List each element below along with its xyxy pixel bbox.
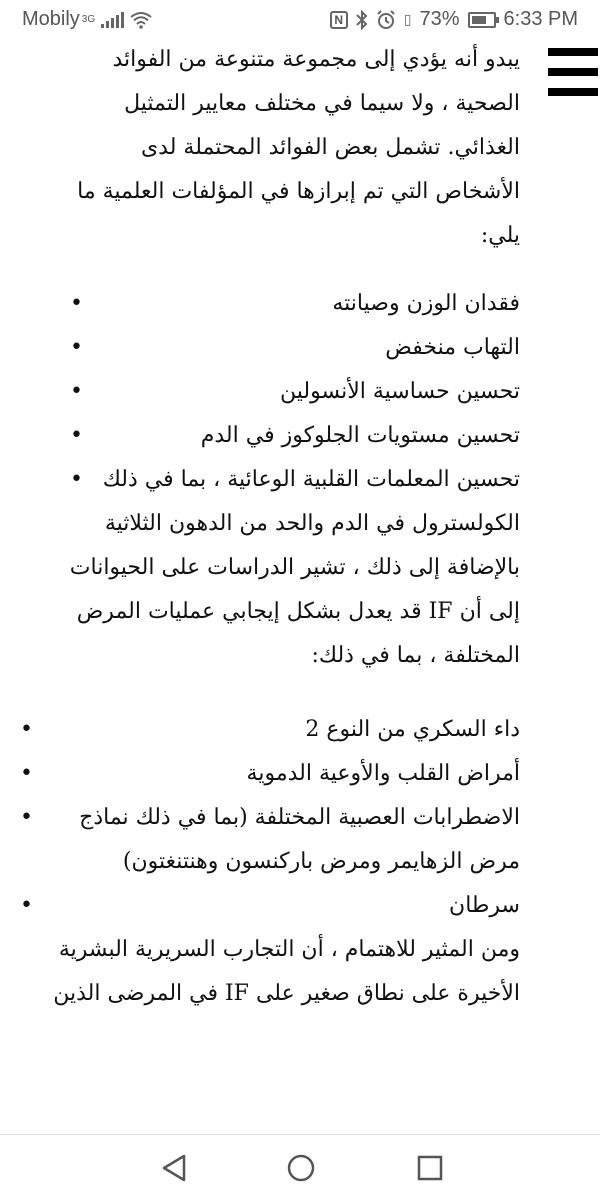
recent-apps-square-icon[interactable] bbox=[416, 1153, 444, 1183]
hamburger-menu-icon[interactable] bbox=[548, 48, 598, 96]
bluetooth-icon bbox=[356, 10, 368, 30]
back-triangle-icon[interactable] bbox=[160, 1153, 188, 1183]
list-item: • فقدان الوزن وصيانته bbox=[100, 282, 520, 326]
bullet-icon: • bbox=[20, 717, 33, 742]
wifi-icon bbox=[130, 11, 152, 29]
article-paragraph-1: يبدو أنه يؤدي إلى مجموعة متنوعة من الفوائد الصحية ، ولا سيما في مختلف معايير التمثيل الغذائي. تشمل بعض الفوائد المحتملة لدى الأشخاص التي تم إبرازها في المؤلفات العلمية ما يلي: bbox=[77, 47, 520, 248]
carrier-name: Mobily bbox=[22, 8, 80, 30]
list-item: • الاضطرابات العصبية المختلفة (بما في ذلك نماذج مرض الزهايمر ومرض باركنسون وهنتنغتون) bbox=[50, 796, 520, 884]
navigation-bar bbox=[0, 1134, 600, 1200]
nfc-icon: N bbox=[330, 11, 348, 29]
battery-level-fill bbox=[472, 16, 487, 24]
battery-percent: 73% bbox=[419, 8, 460, 30]
status-bar bbox=[0, 0, 600, 40]
list-item: • أمراض القلب والأوعية الدموية bbox=[50, 752, 520, 796]
status-left bbox=[22, 8, 152, 31]
battery-icon bbox=[468, 12, 496, 28]
list-item: • تحسين مستويات الجلوكوز في الدم bbox=[100, 414, 520, 458]
vibrate-icon: ▯ bbox=[403, 11, 412, 27]
article-content bbox=[20, 38, 520, 1016]
diseases-list bbox=[20, 708, 520, 928]
bullet-icon: • bbox=[20, 805, 33, 830]
list-item: • تحسين حساسية الأنسولين bbox=[100, 370, 520, 414]
bullet-icon: • bbox=[70, 379, 83, 404]
network-type: 3G bbox=[81, 14, 96, 25]
bullet-icon: • bbox=[20, 893, 33, 918]
home-circle-icon[interactable] bbox=[286, 1153, 316, 1183]
list-item: • داء السكري من النوع 2 bbox=[50, 708, 520, 752]
bullet-icon: • bbox=[70, 335, 83, 360]
benefits-list bbox=[70, 282, 520, 546]
bullet-icon: • bbox=[70, 291, 83, 316]
article-paragraph-2: بالإضافة إلى ذلك ، تشير الدراسات على الحيوانات إلى أن IF قد يعدل بشكل إيجابي عمليات المرض المختلفة ، بما في ذلك: bbox=[69, 555, 520, 668]
bullet-icon: • bbox=[70, 467, 83, 492]
list-item: • سرطان bbox=[50, 884, 520, 928]
clock: 6:33 PM bbox=[503, 8, 578, 30]
status-right bbox=[330, 8, 578, 31]
alarm-icon bbox=[376, 10, 396, 30]
bullet-icon: • bbox=[20, 761, 33, 786]
list-item: • تحسين المعلمات القلبية الوعائية ، بما في ذلك الكولسترول في الدم والحد من الدهون الثلاثية bbox=[100, 458, 520, 546]
list-item: • التهاب منخفض bbox=[100, 326, 520, 370]
bullet-icon: • bbox=[70, 423, 83, 448]
signal-icon bbox=[101, 12, 124, 28]
article-paragraph-3: ومن المثير للاهتمام ، أن التجارب السريرية البشرية الأخيرة على نطاق صغير على IF في المرضى الذين bbox=[53, 937, 520, 1006]
